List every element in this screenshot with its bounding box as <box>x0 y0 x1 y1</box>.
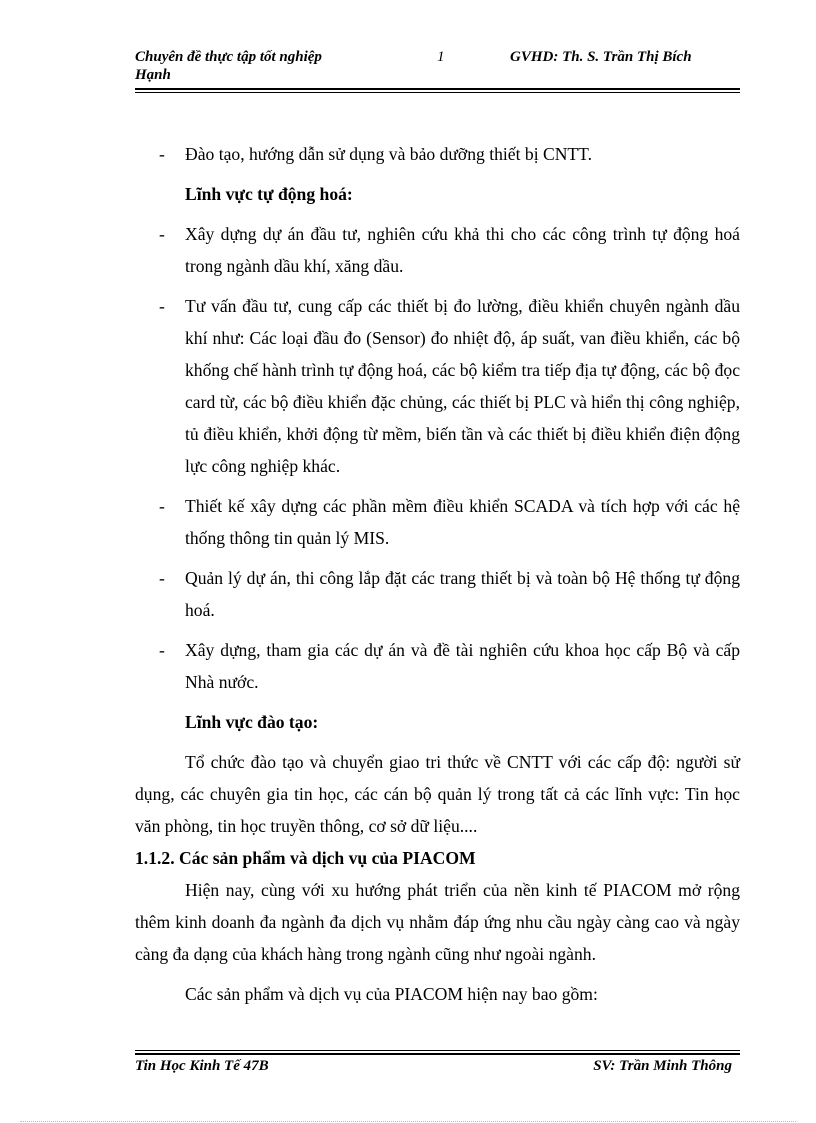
list-item: - Xây dựng dự án đầu tư, nghiên cứu khả thi cho các công trình tự động hoá trong ngành dầu khí, xăng dầu. <box>159 224 740 276</box>
header-rule-thick <box>135 88 740 90</box>
header-supervisor-continuation: Hạnh <box>135 67 171 83</box>
page-bottom-border <box>20 1121 796 1122</box>
bullet-text: Quản lý dự án, thi công lắp đặt các trang thiết bị và toàn bộ Hệ thống tự động hoá. <box>185 568 740 620</box>
training-paragraph: Tổ chức đào tạo và chuyển giao tri thức về CNTT với các cấp độ: người sử dụng, các chuyên gia tin học, các cán bộ quản lý trong tất cả các lĩnh vực: Tin học văn phòng, tin học truyền thông, cơ sở dữ liệu.... <box>135 752 740 836</box>
list-item: - Đào tạo, hướng dẫn sử dụng và bảo dưỡng thiết bị CNTT. <box>159 144 593 164</box>
page-body <box>135 138 740 1010</box>
footer-student: SV: Trần Minh Thông <box>593 1058 732 1074</box>
section-heading: 1.1.2. Các sản phẩm và dịch vụ của PIACOM <box>135 848 476 868</box>
footer-rule-thick <box>135 1053 740 1055</box>
header-rule-thin <box>135 92 740 93</box>
automation-heading: Lĩnh vực tự động hoá: <box>185 184 353 204</box>
bullet-text: Thiết kế xây dựng các phần mềm điều khiển SCADA và tích hợp với các hệ thống thông tin quản lý MIS. <box>185 496 740 548</box>
header-title: Chuyên đề thực tập tốt nghiệp <box>135 49 322 65</box>
bullet-text: Đào tạo, hướng dẫn sử dụng và bảo dưỡng thiết bị CNTT. <box>185 144 593 164</box>
bullet-text: Xây dựng, tham gia các dự án và đề tài nghiên cứu khoa học cấp Bộ và cấp Nhà nước. <box>185 640 740 692</box>
page-header <box>135 48 740 88</box>
section-paragraph: Hiện nay, cùng với xu hướng phát triển của nền kinh tế PIACOM mở rộng thêm kinh doanh đa ngành đa dịch vụ nhằm đáp ứng nhu cầu ngày càng cao và ngày càng đa dạng của khách hàng trong ngành cũng như ngoài ngành. <box>135 880 740 964</box>
header-supervisor: GVHD: Th. S. Trần Thị Bích <box>510 49 692 65</box>
list-item: - Xây dựng, tham gia các dự án và đề tài nghiên cứu khoa học cấp Bộ và cấp Nhà nước. <box>159 640 740 692</box>
bullet-text: Tư vấn đầu tư, cung cấp các thiết bị đo lường, điều khiển chuyên ngành dầu khí như: Các loại đầu đo (Sensor) đo nhiệt độ, áp suất, van điều khiển, các bộ khống chế hành trình tự động hoá, các bộ kiểm tra tiếp địa tự động, các bộ đọc card từ, các bộ điều khiển đặc chủng, các thiết bị PLC và hiển thị công nghiệp, tủ điều khiển, khởi động từ mềm, biến tần và các thiết bị điều khiển điện động lực công nghiệp khác. <box>185 296 740 476</box>
bullet-text: Xây dựng dự án đầu tư, nghiên cứu khả thi cho các công trình tự động hoá trong ngành dầu khí, xăng dầu. <box>185 224 740 276</box>
footer-rule-thin <box>135 1050 740 1051</box>
list-item: - Thiết kế xây dựng các phần mềm điều khiển SCADA và tích hợp với các hệ thống thông tin quản lý MIS. <box>159 496 740 548</box>
section-paragraph: Các sản phẩm và dịch vụ của PIACOM hiện nay bao gồm: <box>185 984 598 1004</box>
footer-course: Tin Học Kinh Tế 47B <box>135 1058 269 1074</box>
list-item: - Tư vấn đầu tư, cung cấp các thiết bị đo lường, điều khiển chuyên ngành dầu khí như: Các loại đầu đo (Sensor) đo nhiệt độ, áp suất, van điều khiển, các bộ khống chế hành trình tự động hoá, các bộ kiểm tra tiếp địa tự động, các bộ đọc card từ, các bộ điều khiển đặc chủng, các thiết bị PLC và hiển thị công nghiệp, tủ điều khiển, khởi động từ mềm, biến tần và các thiết bị điều khiển điện động lực công nghiệp khác. <box>159 296 740 476</box>
page-number: 1 <box>437 49 445 65</box>
training-heading: Lĩnh vực đào tạo: <box>185 712 319 732</box>
list-item: - Quản lý dự án, thi công lắp đặt các trang thiết bị và toàn bộ Hệ thống tự động hoá. <box>159 568 740 620</box>
